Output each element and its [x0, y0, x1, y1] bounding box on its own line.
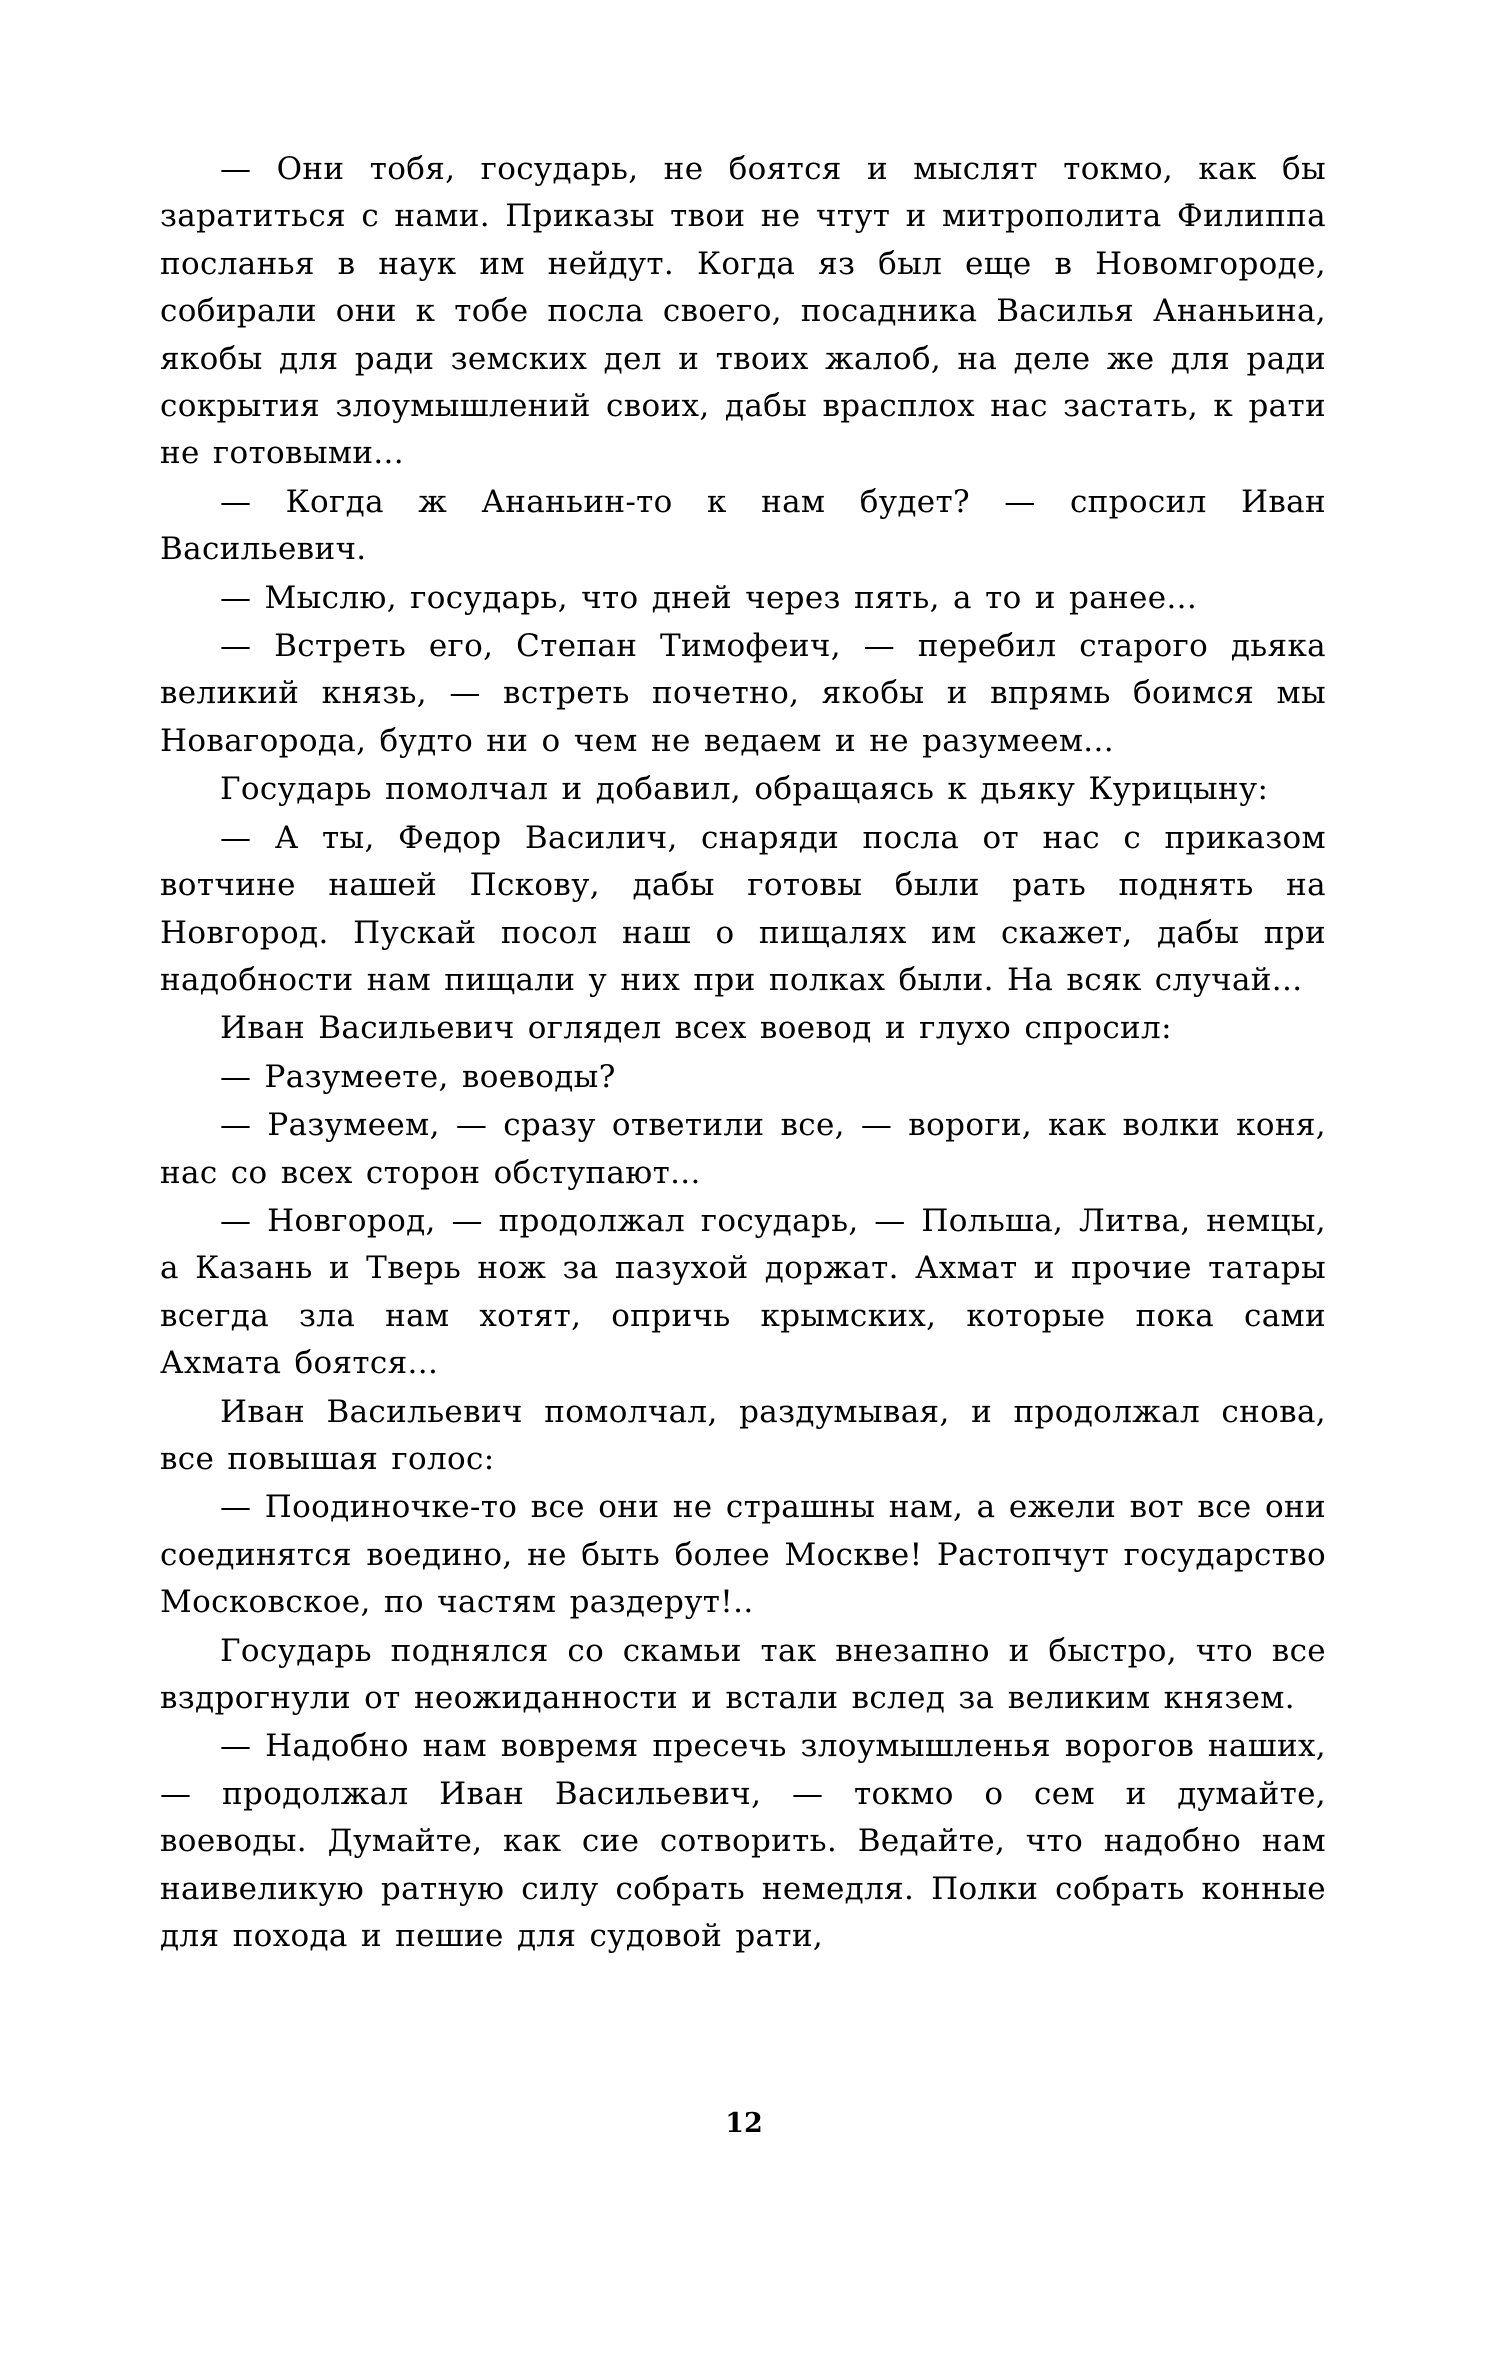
- paragraph: — Когда ж Ананьин-то к нам будет? — спросил Иван Васильевич.: [160, 483, 1326, 568]
- paragraph: — Новгород, — продолжал государь, — Польша, Литва, немцы, а Казань и Тверь нож за пазухой доржат. Ахмат и прочие татары всегда зла нам хотят, опричь крымских, которые пока сами Ахмата боятся...: [160, 1202, 1326, 1382]
- paragraph: Государь поднялся со скамьи так внезапно и быстро, что все вздрогнули от неожиданности и встали вслед за великим князем.: [160, 1632, 1326, 1716]
- paragraph: — Мыслю, государь, что дней через пять, а то и ранее...: [220, 579, 1198, 616]
- paragraph: Иван Васильевич оглядел всех воевод и глухо спросил:: [220, 1010, 1172, 1047]
- paragraph: Государь помолчал и добавил, обращаясь к дьяку Курицыну:: [220, 771, 1269, 808]
- paragraph: Иван Васильевич помолчал, раздумывая, и продолжал снова, все повышая голос:: [160, 1393, 1326, 1477]
- paragraph: — А ты, Федор Василич, снаряди посла от нас с приказом вотчине нашей Пскову, дабы готовы были рать поднять на Новгород. Пускай посол наш о пищалях им скажет, дабы при надобности нам пищали у них при полках были. На всяк случай...: [160, 819, 1326, 998]
- paragraph: — Разумеете, воеводы?: [220, 1058, 616, 1095]
- paragraph: — Встреть его, Степан Тимофеич, — перебил старого дьяка великий князь, — встреть почетно, якобы и впрямь боимся мы Новагорода, будто ни о чем не ведаем и не разумеем...: [160, 628, 1326, 759]
- page-number: 12: [725, 2108, 763, 2139]
- paragraph: — Надобно нам вовремя пресечь злоумышленья ворогов наших, — продолжал Иван Васильевич, — токмо о сем и думайте, воеводы. Думайте, как сие сотворить. Ведайте, что надобно нам наивеликую ратную силу собрать немедля. Полки собрать конные для похода и пешие для судовой рати,: [160, 1728, 1326, 1955]
- paragraph: — Поодиночке-то все они не страшны нам, а ежели вот все они соединятся воедино, не быть более Москве! Растопчут государство Московское, по частям раздерут!..: [160, 1489, 1326, 1621]
- paragraph: — Они тобя, государь, не боятся и мыслят токмо, как бы заратиться с нами. Приказы твои не чтут и митрополита Филиппа посланья в наук им нейдут. Когда яз был еще в Новомгороде, собирали они к тобе посла своего, посадника Василья Ананьина, якобы для ради земских дел и твоих жалоб, на деле же для ради сокрытия злоумышлений своих, дабы врасплох нас застать, к рати не готовыми...: [160, 151, 1326, 472]
- paragraph: — Разумеем, — сразу ответили все, — вороги, как волки коня, нас со всех сторон обступают...: [160, 1107, 1326, 1191]
- page-body-text: [160, 146, 1326, 1960]
